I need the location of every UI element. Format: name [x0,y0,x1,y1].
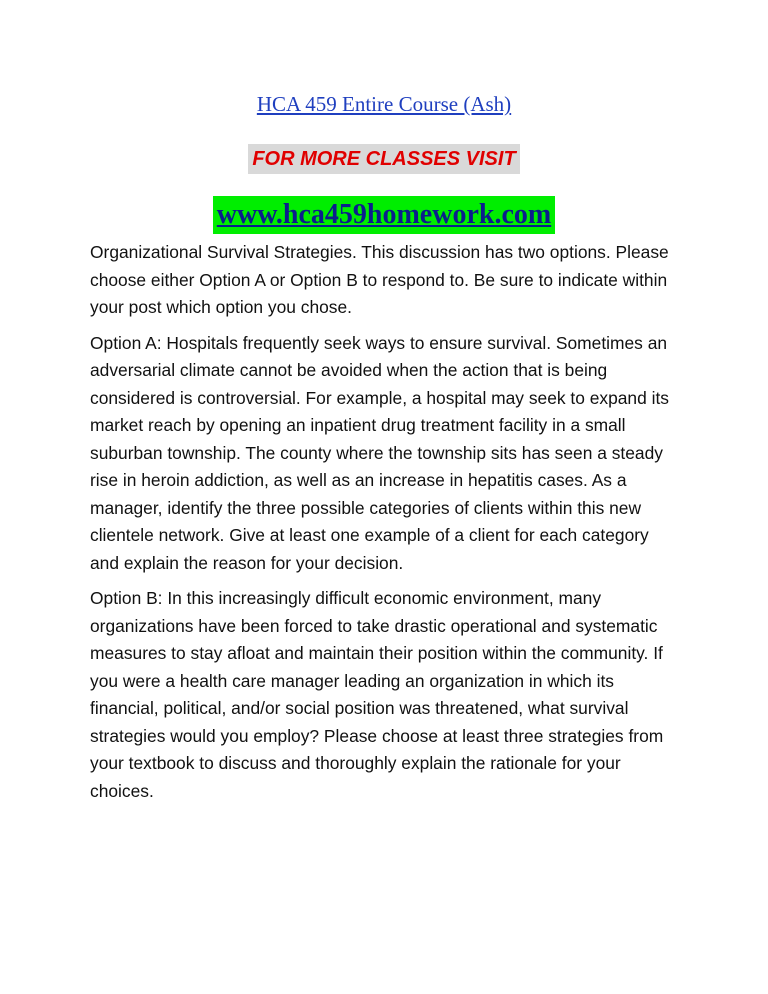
document-body [90,239,682,813]
intro-paragraph: Organizational Survival Strategies. This discussion has two options. Please choose either Option A or Option B to respond to. Be sure to indicate within your post which option you chose. [90,242,669,317]
website-link[interactable]: www.hca459homework.com [213,196,555,234]
course-title-link[interactable]: HCA 459 Entire Course (Ash) [256,92,512,116]
option-b-paragraph: Option B: In this increasingly difficult economic environment, many organizations have been forced to take drastic operational and systematic measures to stay afloat and maintain their position within the community. If you were a health care manager leading an organization in which its financial, political, and/or social position was threatened, what survival strategies would you employ? Please choose at least three strategies from your textbook to discuss and thoroughly explain the rationale for your choices. [90,588,664,801]
website-banner [0,196,768,234]
visit-label: FOR MORE CLASSES VISIT [248,144,519,174]
option-a-paragraph: Option A: Hospitals frequently seek ways to ensure survival. Sometimes an adversarial climate cannot be avoided when the action that is being considered is controversial. For example, a hospital may seek to expand its market reach by opening an inpatient drug treatment facility in a small suburban township. The county where the township sits has seen a steady rise in heroin addiction, as well as an increase in hepatitis cases. As a manager, identify the three possible categories of clients within this new clientele network. Give at least one example of a client for each category and explain the reason for your decision. [90,332,670,573]
visit-banner [0,144,768,174]
